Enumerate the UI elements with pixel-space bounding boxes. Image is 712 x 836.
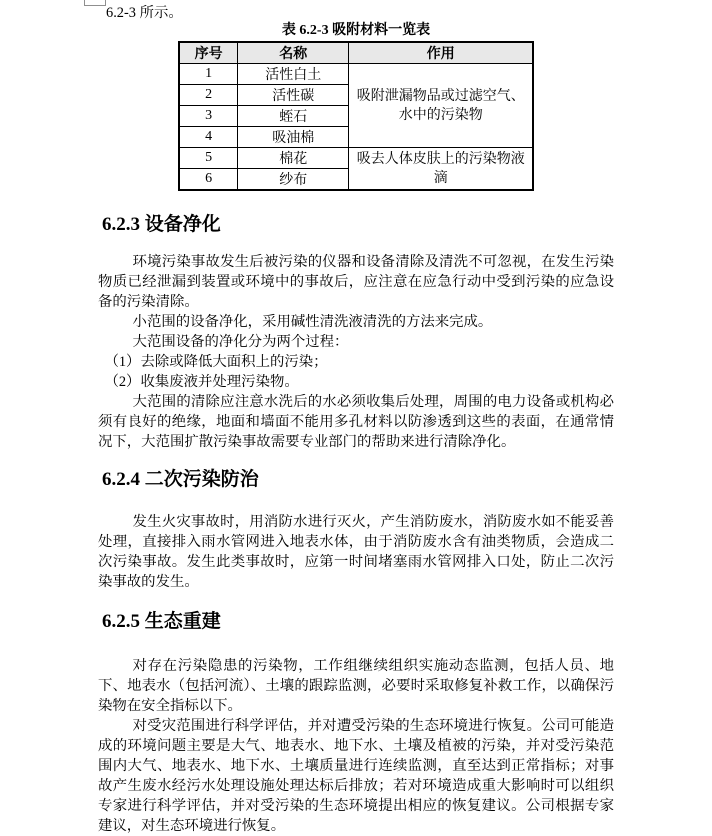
- cell-name: 纱布: [238, 169, 349, 191]
- col-header-no: 序号: [179, 42, 238, 64]
- table-row: [179, 64, 533, 85]
- paragraph: 环境污染事故发生后被污染的仪器和设备清除及清洗不可忽视，在发生污染物质已经泄漏到装置或环境中的事故后，应注意在应急行动中受到污染的应急设备的污染清除。: [98, 254, 614, 310]
- cell-no: 2: [179, 85, 238, 106]
- paragraph: 对存在污染隐患的污染物，工作组继续组织实施动态监测，包括人员、地下、地表水（包括河流）、土壤的跟踪监测，必要时采取修复补救工作，以确保污染物在安全指标以下。: [98, 658, 614, 714]
- absorbent-materials-table: [178, 41, 534, 191]
- cell-name: 活性白土: [238, 64, 349, 85]
- page-content: [98, 0, 614, 836]
- continuation-line: 6.2-3 所示。: [106, 5, 183, 21]
- cell-name: 蛭石: [238, 106, 349, 127]
- list-item-2: （2）收集废液并处理污染物。: [104, 374, 299, 390]
- cell-no: 3: [179, 106, 238, 127]
- section-heading-6-2-5: 6.2.5 生态重建: [102, 611, 221, 632]
- section-heading-6-2-4: 6.2.4 二次污染防治: [102, 469, 259, 490]
- cell-no: 4: [179, 127, 238, 148]
- cell-no: 5: [179, 148, 238, 169]
- paragraph: 大范围设备的净化分为两个过程：: [132, 334, 349, 350]
- cell-no: 6: [179, 169, 238, 191]
- paragraph: 对受灾范围进行科学评估，并对遭受污染的生态环境进行恢复。公司可能造成的环境问题主要是大气、地表水、地下水、土壤及植被的污染，并对受污染范围内大气、地表水、地下水、土壤质量进行连续监测，直至达到正常指标；对事故产生废水经污水处理设施处理达标后排放；若对环境造成重大影响时可以组织专家进行科学评估，并对受污染的生态环境提出相应的恢复建议。公司根据专家建议，对生态环境进行恢复。: [98, 718, 614, 834]
- table-row: [179, 148, 533, 169]
- col-header-effect: 作用: [349, 42, 533, 64]
- cell-name: 活性碳: [238, 85, 349, 106]
- cell-effect-group1: 吸附泄漏物品或过滤空气、水中的污染物: [349, 64, 533, 148]
- paragraph: 小范围的设备净化，采用碱性清洗液清洗的方法来完成。: [132, 314, 493, 330]
- table-header-row: [179, 42, 533, 64]
- paragraph: 大范围的清除应注意水洗后的水必须收集后处理，周围的电力设备或机构必须有良好的绝缘，地面和墙面不能用多孔材料以防渗透到这些的表面，在通常情况下，大范围扩散污染事故需要专业部门的帮助来进行清除净化。: [98, 394, 614, 450]
- cell-name: 吸油棉: [238, 127, 349, 148]
- col-header-name: 名称: [238, 42, 349, 64]
- section-heading-6-2-3: 6.2.3 设备净化: [102, 214, 221, 235]
- cell-name: 棉花: [238, 148, 349, 169]
- table-caption: 表 6.2-3 吸附材料一览表: [281, 23, 431, 38]
- cell-effect-group2: 吸去人体皮肤上的污染物液滴: [349, 148, 533, 191]
- paragraph: 发生火灾事故时，用消防水进行灭火，产生消防废水，消防废水如不能妥善处理，直接排入雨水管网进入地表水体，由于消防废水含有油类物质，会造成二次污染事故。发生此类事故时，应第一时间堵塞雨水管网排入口处，防止二次污染事故的发生。: [98, 514, 614, 590]
- list-item-1: （1）去除或降低大面积上的污染；: [104, 354, 328, 370]
- cell-no: 1: [179, 64, 238, 85]
- table-block: [178, 23, 534, 191]
